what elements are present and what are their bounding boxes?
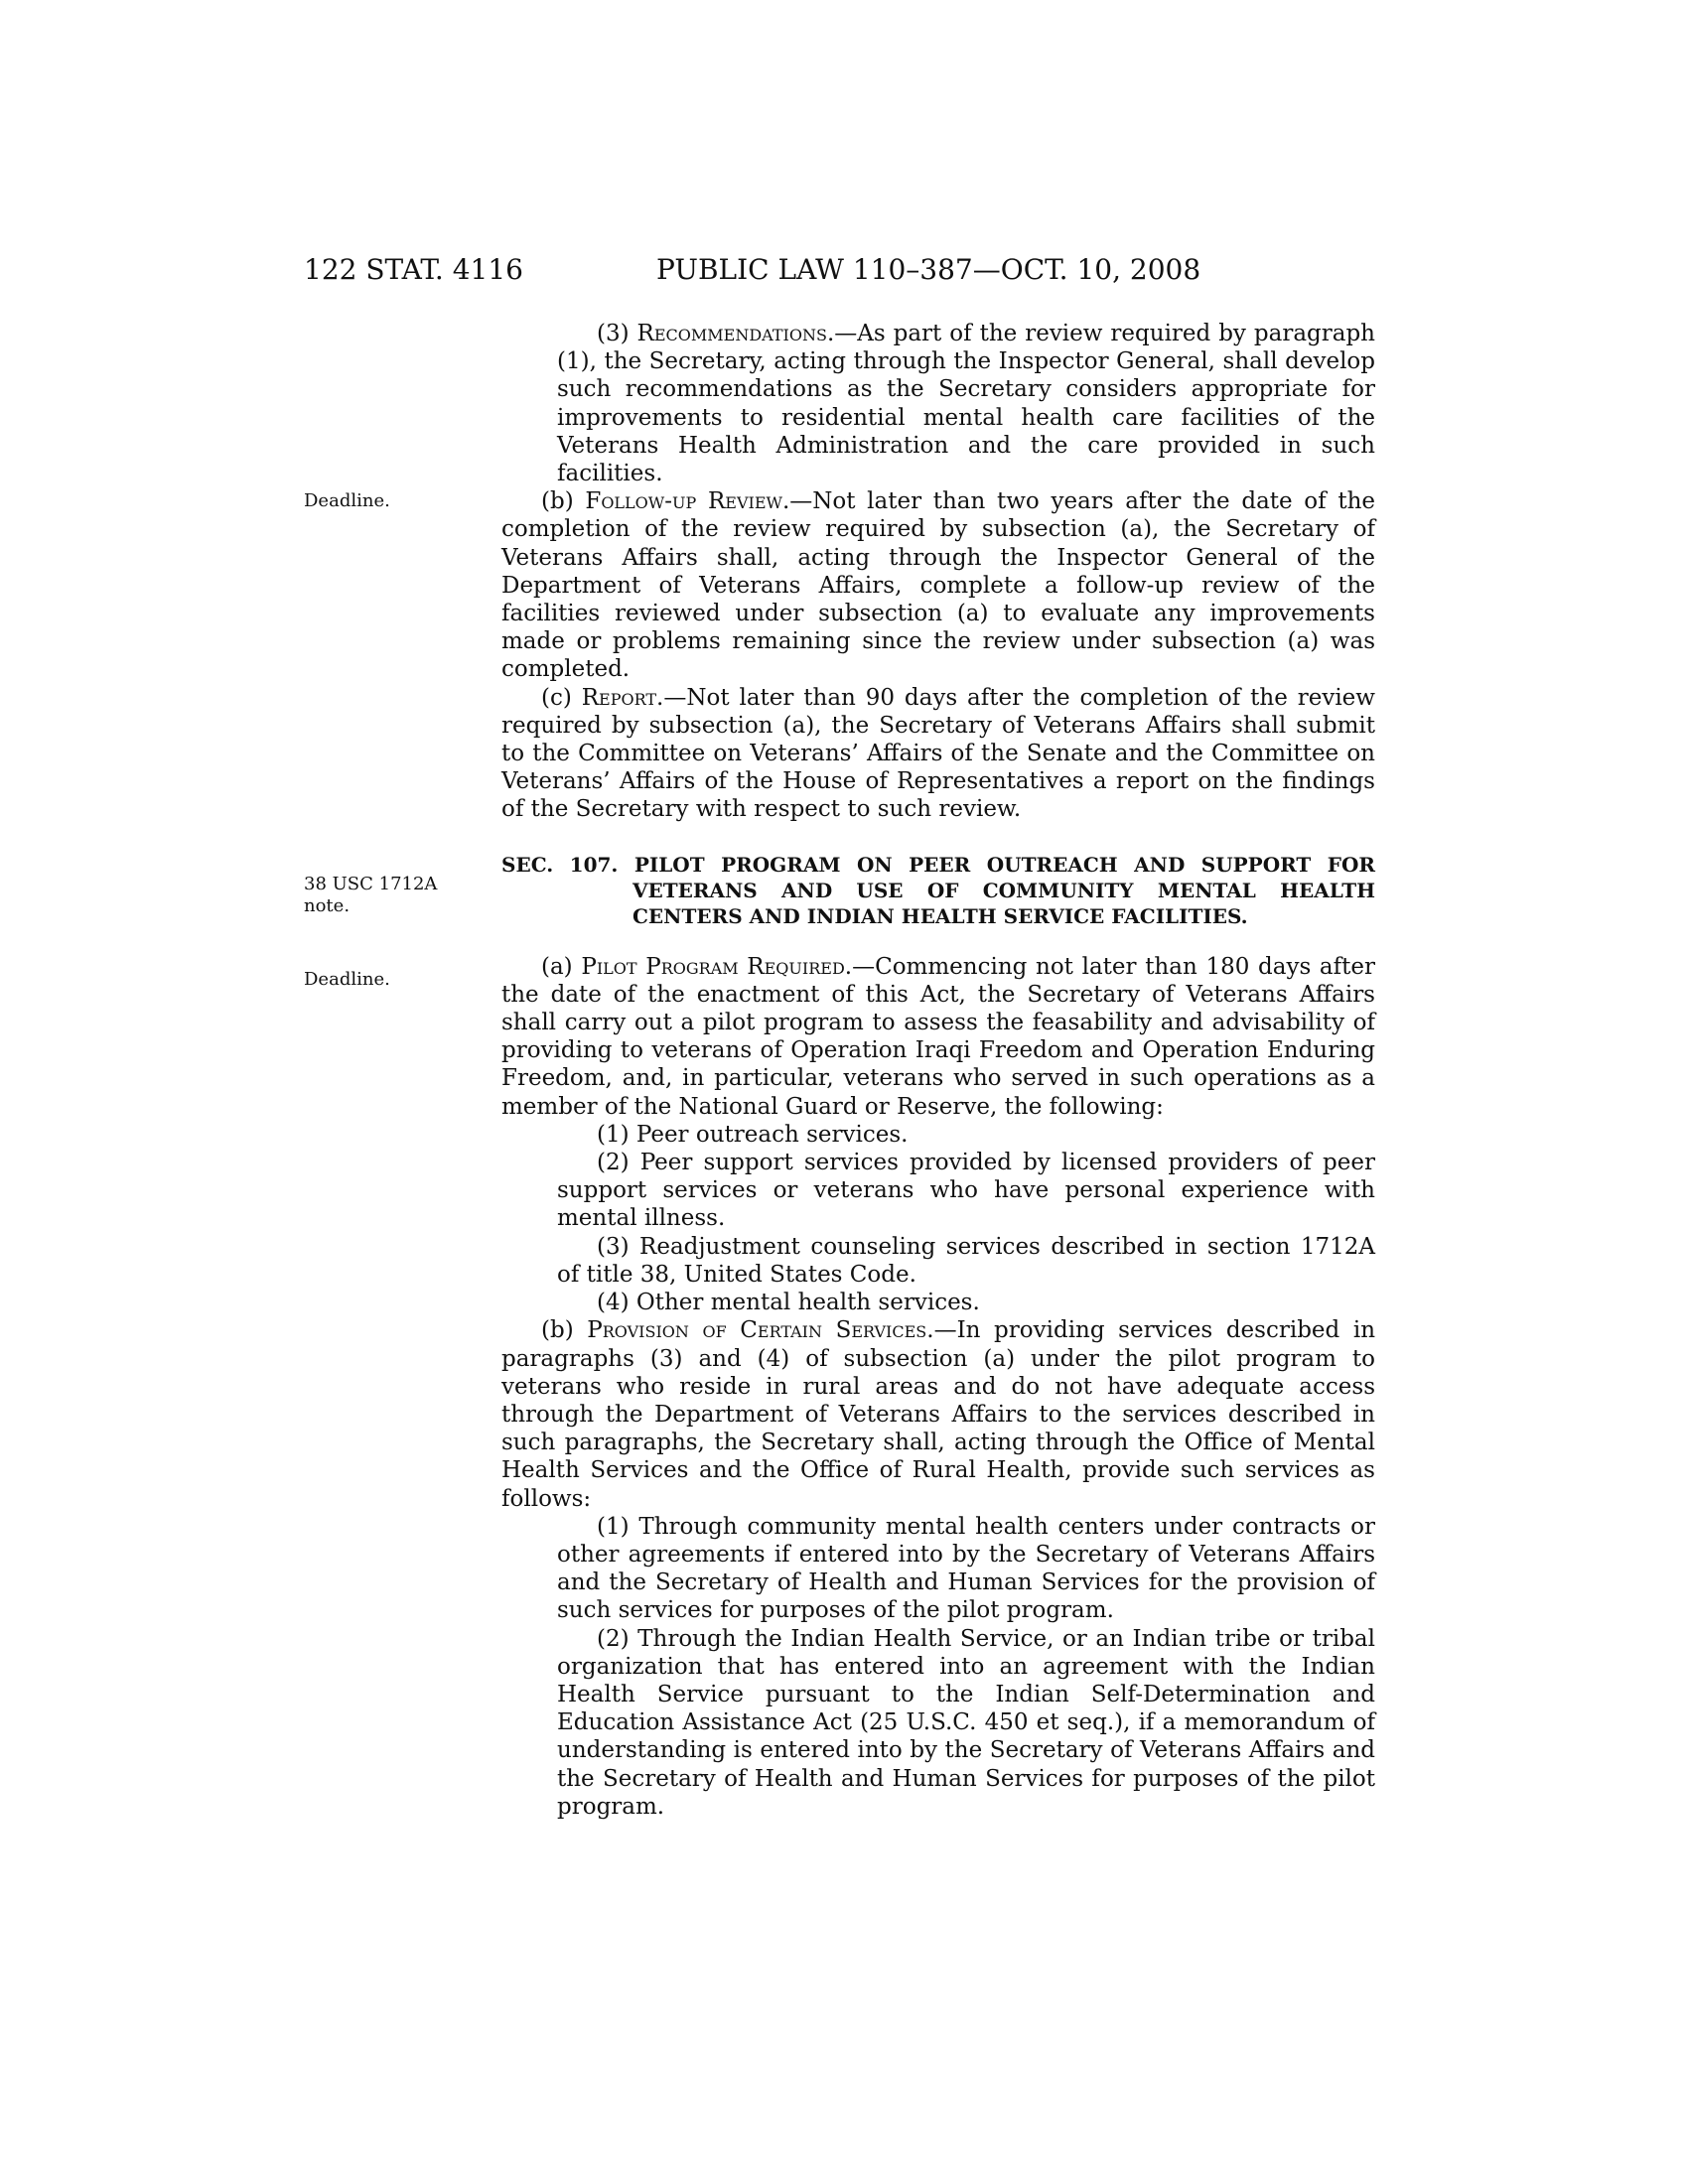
section-heading: SEC. 107. PILOT PROGRAM ON PEER OUTREACH AND SUPPORT FOR VETERANS AND USE OF COMMUNITY MENTAL HEALTH CENTERS AND INDIAN HEALTH SERVICE FACILITIES.	[501, 852, 1375, 928]
subsection-heading: Report	[581, 684, 657, 711]
paragraph-item: (2) Through the Indian Health Service, or an Indian tribe or tribal organization that has entered into an agreement with the Indian Health Service pursuant to the Indian Self-Determination and Education Assistance Act (25 U.S.C. 450 et seq.), if a memorandum of understanding is entered into by the Secretary of Veterans Affairs and the Secretary of Health and Human Services for purposes of the pilot program.	[557, 1625, 1375, 1820]
margin-note-deadline: Deadline.	[304, 490, 390, 511]
paragraph-heading: Recommendations	[636, 321, 827, 346]
paragraph-item: (1) Peer outreach services.	[597, 1121, 909, 1148]
paragraph-text: .—As part of the review required by paragraph (1), the Secretary, acting through the Inspector General, shall develop such recommendations as the Secretary considers appropriate for improvements to residential mental health care facilities of the Veterans Health Administration and the care provided in such facilities.	[557, 321, 1375, 487]
subsection-heading: Provision of Certain Services	[587, 1317, 927, 1344]
subsection-text: .—Not later than two years after the date of the completion of the review required by subsection (a), the Secretary of Veterans Affairs shall, acting through the Inspector General of the Department of Veterans Affairs, complete a follow-up review of the facilities reviewed under subsection (a) to evaluate any improvements made or problems remaining since the review under subsection (a) was completed.	[501, 488, 1376, 683]
subsection-a-pilot-program	[501, 953, 1375, 1121]
subsection-heading: Follow-up Review	[585, 488, 782, 515]
subsection-number: (c)	[541, 684, 582, 711]
public-law-title: PUBLIC LAW 110–387—OCT. 10, 2008	[656, 253, 1201, 286]
page-header	[304, 250, 1376, 290]
stat-page-number: 122 STAT. 4116	[304, 253, 523, 286]
paragraph-number: (3)	[597, 321, 637, 346]
subsection-heading: Pilot Program Required	[581, 953, 845, 980]
paragraph-item: (3) Readjustment counseling services described in section 1712A of title 38, United States Code.	[557, 1233, 1375, 1288]
paragraph-item: (4) Other mental health services.	[597, 1290, 980, 1316]
subsection-text: .—Not later than 90 days after the completion of the review required by subsection (a), the Secretary of Veterans Affairs shall submit to the Committee on Veterans’ Affairs of the Senate and the Committee on Veterans’ Affairs of the House of Representatives a report on the findings of the Secretary with respect to such review.	[501, 684, 1375, 823]
margin-note-deadline: Deadline.	[304, 969, 390, 990]
subsection-b-provision	[501, 1316, 1375, 1512]
subsection-b-follow-up-review	[501, 487, 1375, 683]
subsection-number: (b)	[541, 488, 586, 515]
subsection-text: .—In providing services described in paragraphs (3) and (4) of subsection (a) under the pilot program to veterans who reside in rural areas and do not have adequate access through the Department of Veterans Affairs to the services described in such paragraphs, the Secretary shall, acting through the Office of Mental Health Services and the Office of Rural Health, provide such services as follows:	[501, 1317, 1376, 1512]
subsection-number: (b)	[541, 1317, 588, 1344]
paragraph-item: (1) Through community mental health centers under contracts or other agreements if entered into by the Secretary of Veterans Affairs and the Secretary of Health and Human Services for the provision of such services for purposes of the pilot program.	[557, 1513, 1375, 1624]
paragraph-item: (2) Peer support services provided by licensed providers of peer support services or veterans who have personal experience with mental illness.	[557, 1150, 1375, 1232]
subsection-c-report	[501, 684, 1375, 824]
subsection-number: (a)	[541, 953, 582, 980]
subsection-text: .—Commencing not later than 180 days after the date of the enactment of this Act, the Secretary of Veterans Affairs shall carry out a pilot program to assess the feasability and advisability of providing to veterans of Operation Iraqi Freedom and Operation Enduring Freedom, and, in particular, veterans who served in such operations as a member of the National Guard or Reserve, the following:	[501, 953, 1375, 1120]
margin-note-usc-line2: note.	[304, 895, 351, 916]
margin-note-usc-line1: 38 USC 1712A	[304, 874, 438, 894]
paragraph-recommendations	[501, 320, 1375, 487]
document-body	[501, 320, 1375, 1821]
margin-note-usc	[304, 874, 478, 917]
